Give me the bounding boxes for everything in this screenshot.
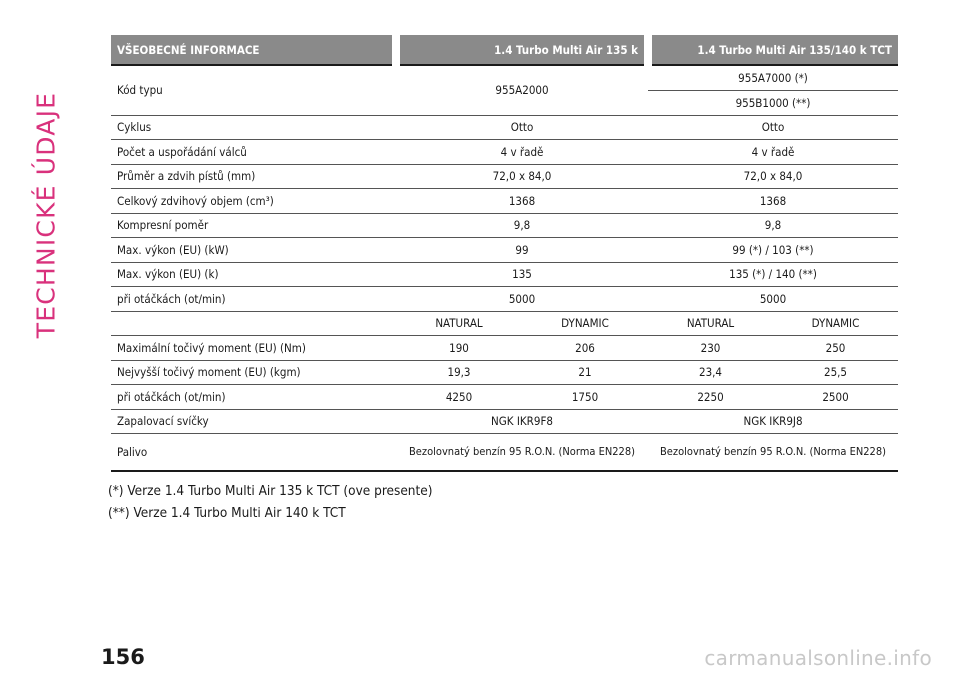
row-label: Kompresní poměr	[111, 213, 396, 238]
table-row	[111, 385, 898, 410]
row-label: při otáčkách (ot/min)	[111, 287, 396, 312]
mode-label: DYNAMIC	[773, 311, 898, 336]
type-code-135: 955A2000	[396, 65, 648, 115]
table-row	[111, 262, 898, 287]
header-general-info: VŠEOBECNÉ INFORMACE	[111, 35, 396, 65]
value-tct: NGK IKR9J8	[648, 409, 898, 434]
row-label: Celkový zdvihový objem (cm³)	[111, 189, 396, 214]
table-row	[111, 164, 898, 189]
page-number: 156	[101, 645, 145, 669]
value-tct: Bezolovnatý benzín 95 R.O.N. (Norma EN228)	[648, 434, 898, 471]
value-135: NGK IKR9F8	[396, 409, 648, 434]
value-tct: Otto	[648, 115, 898, 140]
value-135: 99	[396, 238, 648, 263]
value-cell: 2250	[648, 385, 773, 410]
value-cell: 25,5	[773, 360, 898, 385]
table-row	[111, 189, 898, 214]
value-135: Otto	[396, 115, 648, 140]
table-row	[111, 65, 898, 90]
value-cell: 2500	[773, 385, 898, 410]
value-tct: 1368	[648, 189, 898, 214]
table-header-row	[111, 35, 898, 65]
header-engine-135-140-tct: 1.4 Turbo Multi Air 135/140 k TCT	[648, 35, 898, 65]
mode-header-row	[111, 311, 898, 336]
header-engine-135: 1.4 Turbo Multi Air 135 k	[396, 35, 648, 65]
watermark: carmanualsonline.info	[704, 646, 932, 670]
value-135: 5000	[396, 287, 648, 312]
value-cell: 250	[773, 336, 898, 361]
row-label: Cyklus	[111, 115, 396, 140]
value-135: 4 v řadě	[396, 140, 648, 165]
value-cell: 21	[522, 360, 648, 385]
mode-label: NATURAL	[648, 311, 773, 336]
row-label: Zapalovací svíčky	[111, 409, 396, 434]
value-cell: 23,4	[648, 360, 773, 385]
table-row	[111, 140, 898, 165]
table-row	[111, 409, 898, 434]
row-label: při otáčkách (ot/min)	[111, 385, 396, 410]
table-row	[111, 434, 898, 471]
value-135: 72,0 x 84,0	[396, 164, 648, 189]
row-label: Průměr a zdvih pístů (mm)	[111, 164, 396, 189]
value-135: Bezolovnatý benzín 95 R.O.N. (Norma EN228)	[396, 434, 648, 471]
value-tct: 72,0 x 84,0	[648, 164, 898, 189]
section-side-title-text: TECHNICKÉ ÚDAJE	[31, 91, 61, 339]
value-cell: 190	[396, 336, 522, 361]
table-row	[111, 115, 898, 140]
table-row	[111, 336, 898, 361]
value-cell: 19,3	[396, 360, 522, 385]
value-135: 135	[396, 262, 648, 287]
row-label: Palivo	[111, 434, 396, 471]
table-row	[111, 360, 898, 385]
mode-label: DYNAMIC	[522, 311, 648, 336]
value-135: 9,8	[396, 213, 648, 238]
value-tct: 135 (*) / 140 (**)	[648, 262, 898, 287]
footnotes	[108, 480, 432, 524]
row-label: Max. výkon (EU) (kW)	[111, 238, 396, 263]
table-row	[111, 213, 898, 238]
value-cell: 206	[522, 336, 648, 361]
value-tct: 4 v řadě	[648, 140, 898, 165]
row-label-type-code: Kód typu	[111, 65, 396, 115]
row-label: Max. výkon (EU) (k)	[111, 262, 396, 287]
type-code-tct-b: 955B1000 (**)	[648, 90, 898, 115]
row-label: Maximální točivý moment (EU) (Nm)	[111, 336, 396, 361]
mode-label: NATURAL	[396, 311, 522, 336]
row-label: Nejvyšší točivý moment (EU) (kgm)	[111, 360, 396, 385]
value-cell: 1750	[522, 385, 648, 410]
footnote-2: (**) Verze 1.4 Turbo Multi Air 140 k TCT	[108, 505, 346, 521]
value-cell: 230	[648, 336, 773, 361]
value-135: 1368	[396, 189, 648, 214]
value-tct: 9,8	[648, 213, 898, 238]
type-code-tct-a: 955A7000 (*)	[648, 65, 898, 90]
technical-data-table	[111, 35, 898, 472]
row-label: Počet a uspořádání válců	[111, 140, 396, 165]
empty-cell	[111, 311, 396, 336]
table-row	[111, 238, 898, 263]
table-row	[111, 287, 898, 312]
value-cell: 4250	[396, 385, 522, 410]
footnote-1: (*) Verze 1.4 Turbo Multi Air 135 k TCT (ove presente)	[108, 483, 433, 499]
value-tct: 5000	[648, 287, 898, 312]
value-tct: 99 (*) / 103 (**)	[648, 238, 898, 263]
